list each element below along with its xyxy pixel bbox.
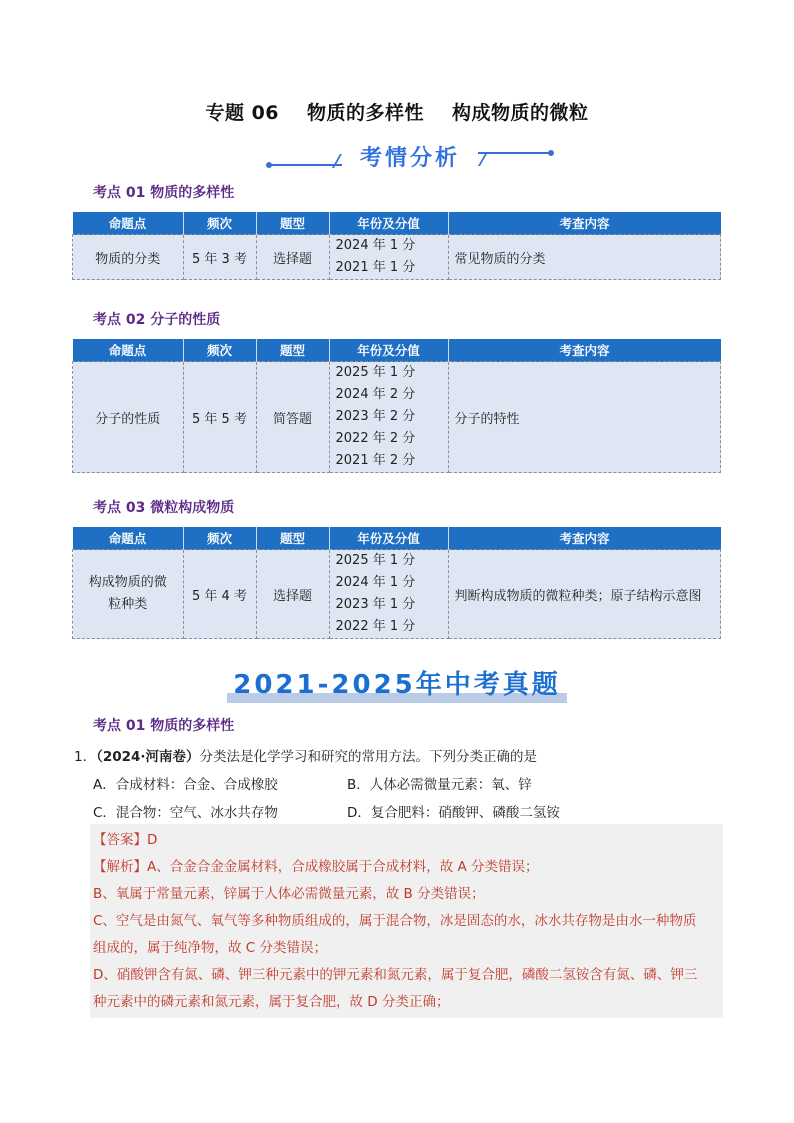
cell-years	[329, 362, 448, 473]
cell-freq: 5 年 5 考	[183, 362, 256, 473]
table-row	[73, 362, 721, 473]
year-line: 2021 年 2 分	[335, 453, 416, 468]
exam-section-heading: 考点 01 物质的多样性	[93, 718, 235, 734]
page-title	[0, 98, 794, 125]
table-section-3	[72, 527, 721, 639]
header-point: 命题点	[73, 339, 184, 362]
analysis-line: D、硝酸钾含有氮、磷、钾三种元素中的钾元素和氮元素，属于复合肥，磷酸二氢铵含有氮、磷、钾三	[93, 967, 698, 983]
banner-text: 考情分析	[359, 146, 460, 171]
year-line: 2023 年 1 分	[335, 597, 416, 612]
analysis-line: 种元素中的磷元素和氮元素，属于复合肥，故 D 分类正确；	[93, 994, 450, 1010]
question-1	[74, 745, 537, 765]
table-row	[73, 550, 721, 639]
table-header-row	[73, 339, 721, 362]
cell-point: 分子的性质	[73, 362, 184, 473]
analysis-line: B、氧属于常量元素，锌属于人体必需微量元素，故 B 分类错误；	[93, 886, 485, 902]
header-years: 年份及分值	[329, 212, 448, 235]
question-source: （2024·河南卷）	[96, 749, 200, 765]
header-freq: 频次	[183, 212, 256, 235]
cell-content: 分子的特性	[448, 362, 721, 473]
table-header-row	[73, 527, 721, 550]
header-type: 题型	[256, 527, 329, 550]
header-content: 考查内容	[448, 339, 721, 362]
question-number: 1．	[74, 749, 97, 765]
cell-freq: 5 年 4 考	[183, 550, 256, 639]
title-part1: 物质的多样性	[307, 102, 425, 124]
analysis-line: C、空气是由氮气、氧气等多种物质组成的，属于混合物，冰是固态的水，冰水共存物是由水一种物质	[93, 913, 697, 929]
year-line: 2023 年 2 分	[335, 409, 416, 424]
title-prefix: 专题 06	[205, 102, 280, 124]
header-years: 年份及分值	[329, 339, 448, 362]
header-type: 题型	[256, 212, 329, 235]
cell-years	[329, 550, 448, 639]
question-stem: 分类法是化学学习和研究的常用方法。下列分类正确的是	[199, 749, 538, 765]
cell-type: 选择题	[256, 235, 329, 280]
analysis-banner	[270, 144, 550, 174]
table-row	[73, 235, 721, 280]
header-point: 命题点	[73, 212, 184, 235]
cell-years	[329, 235, 448, 280]
cell-point: 构成物质的微粒种类	[73, 550, 184, 639]
title-part2: 构成物质的微粒	[452, 102, 589, 124]
year-line: 2025 年 1 分	[335, 365, 416, 380]
option-b: B．人体必需微量元素：氧、锌	[347, 777, 532, 793]
header-freq: 频次	[183, 339, 256, 362]
section-heading-3: 考点 03 微粒构成物质	[93, 500, 235, 516]
header-type: 题型	[256, 339, 329, 362]
year-line: 2024 年 1 分	[335, 575, 416, 590]
year-line: 2025 年 1 分	[335, 553, 416, 568]
cell-type: 简答题	[256, 362, 329, 473]
section-heading-2: 考点 02 分子的性质	[93, 312, 221, 328]
cell-point: 物质的分类	[73, 235, 184, 280]
option-d: D．复合肥料：硝酸钾、磷酸二氢铵	[347, 805, 560, 821]
table-section-2	[72, 339, 721, 473]
answer-line: 【答案】D	[93, 832, 158, 848]
cell-content: 判断构成物质的微粒种类；原子结构示意图	[448, 550, 721, 639]
year-line: 2024 年 2 分	[335, 387, 416, 402]
header-content: 考查内容	[448, 212, 721, 235]
section-heading-1: 考点 01 物质的多样性	[93, 185, 235, 201]
option-a: A．合成材料：合金、合成橡胶	[93, 777, 278, 793]
option-c: C．混合物：空气、冰水共存物	[93, 805, 278, 821]
header-content: 考查内容	[448, 527, 721, 550]
year-line: 2024 年 1 分	[335, 238, 416, 253]
cell-freq: 5 年 3 考	[183, 235, 256, 280]
header-freq: 频次	[183, 527, 256, 550]
header-years: 年份及分值	[329, 527, 448, 550]
year-line: 2022 年 1 分	[335, 619, 416, 634]
analysis-line: 组成的，属于纯净物，故 C 分类错误；	[93, 940, 328, 956]
header-point: 命题点	[73, 527, 184, 550]
real-exam-title	[0, 664, 794, 701]
table-header-row	[73, 212, 721, 235]
real-exam-title-inner	[227, 664, 567, 701]
cell-type: 选择题	[256, 550, 329, 639]
table-section-1	[72, 212, 721, 280]
analysis-line: 【解析】A、合金合金金属材料，合成橡胶属于合成材料，故 A 分类错误；	[93, 859, 539, 875]
year-line: 2022 年 2 分	[335, 431, 416, 446]
year-line: 2021 年 1 分	[335, 260, 416, 275]
cell-content: 常见物质的分类	[448, 235, 721, 280]
real-exam-title-text: 2021-2025年中考真题	[233, 670, 561, 700]
